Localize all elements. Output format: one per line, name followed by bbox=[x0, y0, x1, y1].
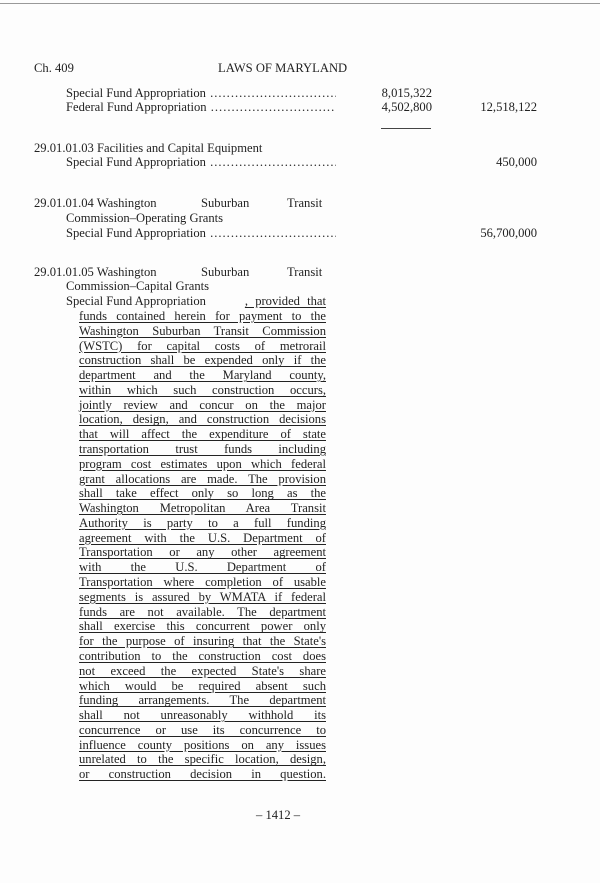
proviso-line bbox=[79, 412, 326, 426]
proviso-line-text: Washington Metropolitan Area Transit bbox=[79, 501, 326, 516]
proviso-line bbox=[79, 679, 326, 693]
federal-fund-amount: 4,502,800 bbox=[381, 100, 432, 114]
proviso-line-text: program cost estimates upon which federal bbox=[79, 456, 326, 471]
proviso-line bbox=[79, 427, 326, 441]
proviso-line-text: or construction decision in question. bbox=[79, 767, 326, 782]
proviso-line-text: funds are not available. The department bbox=[79, 604, 326, 619]
proviso-line-text: shall not unreasonably withhold its bbox=[79, 708, 326, 723]
item-total: 450,000 bbox=[496, 155, 537, 169]
item-fund-label: Special Fund Appropriation ..... bbox=[66, 226, 336, 240]
item-heading-line2: Commission–Capital Grants bbox=[66, 279, 210, 293]
proviso-line-text: construction shall be expended only if the bbox=[79, 353, 326, 368]
item-code-word: Transit bbox=[287, 265, 323, 279]
proviso-line bbox=[79, 501, 326, 515]
scan-edge-line bbox=[0, 3, 600, 4]
proviso-line-text: unrelated to the specific location, design, bbox=[79, 752, 326, 767]
fund-total: 12,518,122 bbox=[480, 100, 537, 114]
proviso-line bbox=[79, 442, 326, 456]
proviso-line bbox=[79, 353, 326, 367]
proviso-line bbox=[79, 738, 326, 752]
proviso-line-text: funds contained herein for payment to the bbox=[79, 309, 326, 323]
proviso-line-text: within which such construction occurs, bbox=[79, 382, 326, 397]
proviso-line bbox=[79, 767, 326, 781]
proviso-line-text: location, design, and construction decisions bbox=[79, 412, 326, 427]
proviso-line-text: (WSTC) for capital costs of metrorail bbox=[79, 338, 326, 353]
item-total: 56,700,000 bbox=[480, 226, 537, 240]
proviso-line-text: for the purpose of insuring that the State's bbox=[79, 634, 326, 649]
chapter-number: Ch. 409 bbox=[34, 61, 74, 75]
proviso-line bbox=[79, 752, 326, 766]
item-fund-label: Special Fund Appropriation bbox=[66, 294, 206, 308]
proviso-line-text: contribution to the construction cost does bbox=[79, 648, 326, 663]
proviso-line bbox=[79, 649, 326, 663]
proviso-line-text: jointly review and concur on the major bbox=[79, 397, 326, 412]
special-fund-label: Special Fund Appropriation ..... bbox=[66, 86, 336, 100]
proviso-line-text: shall exercise this concurrent power only bbox=[79, 619, 326, 634]
item-code-word: Transit bbox=[287, 196, 323, 210]
proviso-line-text: department and the Maryland county, bbox=[79, 368, 326, 383]
proviso-line-text: not exceed the expected State's share bbox=[79, 663, 326, 678]
proviso-line bbox=[79, 486, 326, 500]
proviso-line-text: Transportation where completion of usable bbox=[79, 575, 326, 590]
special-fund-amount: 8,015,322 bbox=[381, 86, 432, 100]
proviso-line-text: concurrence or use its concurrence to bbox=[79, 722, 326, 737]
proviso-line bbox=[79, 324, 326, 338]
proviso-line bbox=[79, 457, 326, 471]
proviso-line-text: grant allocations are made. The provision bbox=[79, 471, 326, 486]
proviso-line bbox=[79, 531, 326, 545]
proviso-line bbox=[79, 708, 326, 722]
page-header-title: LAWS OF MARYLAND bbox=[218, 61, 348, 75]
item-code-heading: 29.01.01.04 Washington bbox=[34, 196, 157, 210]
proviso-line-text: Washington Suburban Transit Commission bbox=[79, 323, 326, 338]
proviso-line bbox=[79, 309, 326, 323]
proviso-line bbox=[79, 723, 326, 737]
proviso-start: , provided that bbox=[244, 294, 326, 308]
proviso-line bbox=[79, 634, 326, 648]
proviso-line bbox=[79, 383, 326, 397]
proviso-first-line bbox=[66, 294, 326, 308]
item-fund-label: Special Fund Appropriation ..... bbox=[66, 155, 336, 169]
proviso-line-text: transportation trust funds including bbox=[79, 442, 326, 457]
proviso-line bbox=[79, 472, 326, 486]
proviso-line bbox=[79, 664, 326, 678]
page-number: – 1412 – bbox=[256, 808, 301, 822]
proviso-line bbox=[79, 590, 326, 604]
proviso-line-text: shall take effect only so long as the bbox=[79, 486, 326, 501]
proviso-line bbox=[79, 545, 326, 559]
proviso-line bbox=[79, 575, 326, 589]
proviso-line-text: Transportation or any other agreement bbox=[79, 545, 326, 560]
proviso-line-text: segments is assured by WMATA if federal bbox=[79, 589, 326, 604]
item-heading-line2: Commission–Operating Grants bbox=[66, 211, 224, 225]
item-code-heading: 29.01.01.05 Washington bbox=[34, 265, 157, 279]
item-code-heading: 29.01.01.03 Facilities and Capital Equipment bbox=[34, 141, 263, 155]
proviso-line-text: Authority is party to a full funding bbox=[79, 515, 326, 530]
item-code-word: Suburban bbox=[201, 265, 250, 279]
subtotal-rule bbox=[381, 128, 431, 129]
proviso-line-text: agreement with the U.S. Department of bbox=[79, 530, 326, 545]
proviso-line bbox=[79, 619, 326, 633]
proviso-line bbox=[79, 398, 326, 412]
proviso-line bbox=[79, 339, 326, 353]
proviso-line-text: funding arrangements. The department bbox=[79, 693, 326, 708]
proviso-line-text: which would be required absent such bbox=[79, 678, 326, 693]
proviso-line bbox=[79, 368, 326, 382]
proviso-line bbox=[79, 693, 326, 707]
item-code-word: Suburban bbox=[201, 196, 250, 210]
proviso-line-text: with the U.S. Department of bbox=[79, 560, 326, 575]
proviso-line-text: influence county positions on any issues bbox=[79, 737, 326, 752]
federal-fund-label: Federal Fund Appropriation ..... bbox=[66, 100, 336, 114]
proviso-line-text: that will affect the expenditure of state bbox=[79, 427, 326, 442]
proviso-line bbox=[79, 560, 326, 574]
proviso-line bbox=[79, 605, 326, 619]
proviso-line bbox=[79, 516, 326, 530]
